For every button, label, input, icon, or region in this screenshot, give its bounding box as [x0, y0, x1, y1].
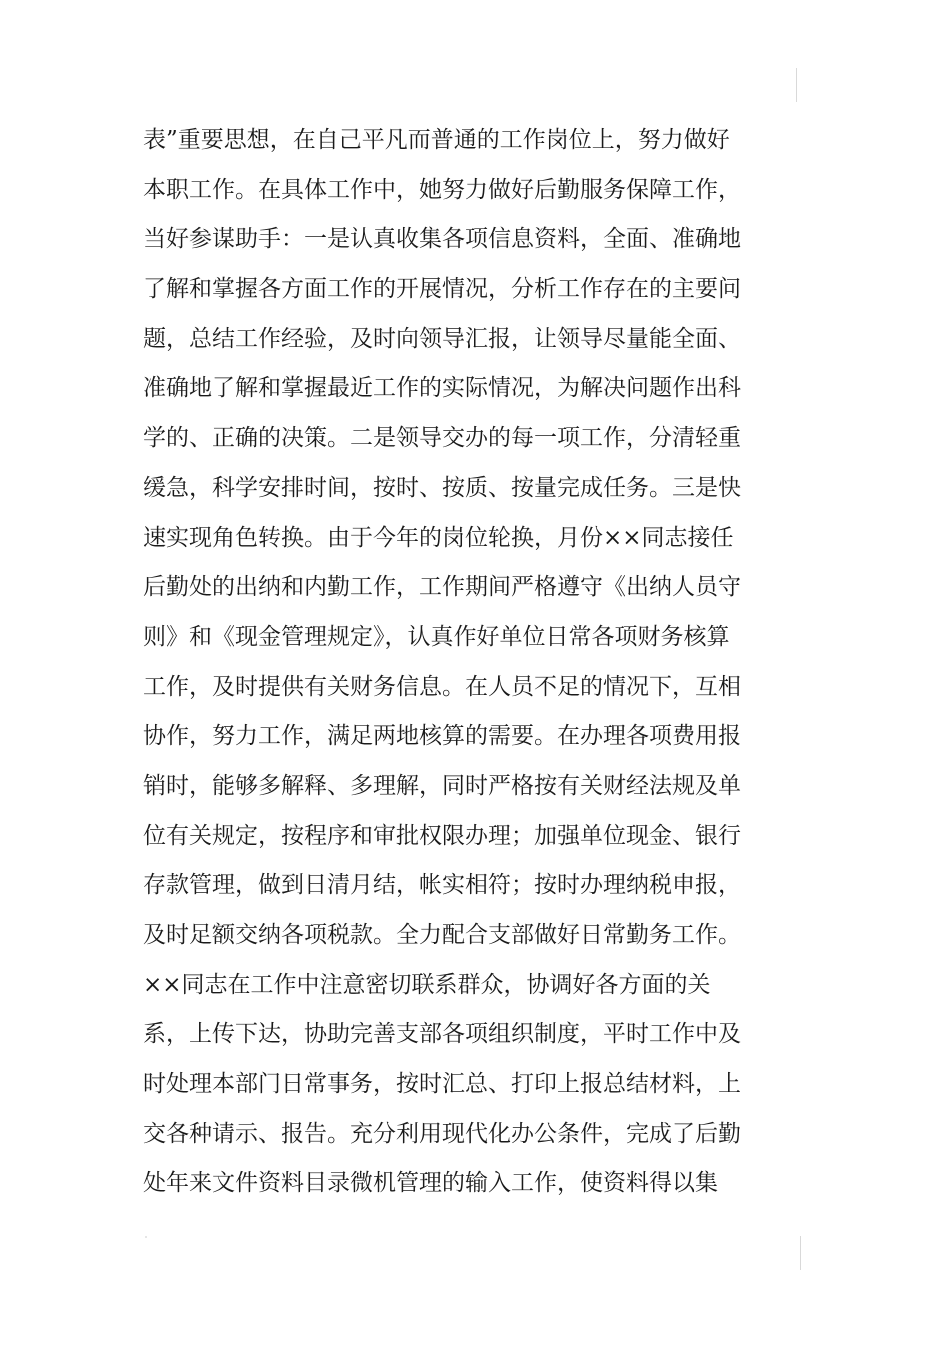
text-line: 工作，及时提供有关财务信息。在人员不足的情况下，互相	[143, 673, 741, 700]
text-line: 交各种请示、报告。充分利用现代化办公条件，完成了后勤	[143, 1120, 741, 1147]
page-edge-mark-bottom	[800, 1236, 801, 1270]
page-edge-mark-top	[796, 68, 797, 102]
text-line: 协作，努力工作，满足两地核算的需要。在办理各项费用报	[143, 723, 741, 750]
text-line: 题，总结工作经验，及时向领导汇报，让领导尽量能全面、	[143, 325, 741, 352]
body-paragraph	[143, 116, 743, 1209]
text-line: 时处理本部门日常事务，按时汇总、打印上报总结材料，上	[143, 1071, 741, 1098]
page-corner-mark	[145, 1236, 147, 1238]
text-line: 则》和《现金管理规定》，认真作好单位日常各项财务核算	[143, 623, 730, 650]
text-line: 位有关规定，按程序和审批权限办理；加强单位现金、银行	[143, 822, 741, 849]
text-line: 存款管理，做到日清月结，帐实相符；按时办理纳税申报，	[143, 872, 741, 899]
text-line: ××同志在工作中注意密切联系群众，协调好各方面的关	[143, 971, 711, 998]
text-line: 当好参谋助手：一是认真收集各项信息资料，全面、准确地	[143, 226, 741, 253]
text-line: 了解和掌握各方面工作的开展情况，分析工作存在的主要问	[143, 276, 741, 303]
text-line: 表”重要思想，在自己平凡而普通的工作岗位上，努力做好	[143, 127, 730, 153]
text-line: 后勤处的出纳和内勤工作，工作期间严格遵守《出纳人员守	[143, 574, 741, 601]
text-line: 本职工作。在具体工作中，她努力做好后勤服务保障工作，	[143, 176, 741, 203]
text-line: 速实现角色转换。由于今年的岗位轮换，月份××同志接任	[143, 524, 734, 551]
text-line: 系，上传下达，协助完善支部各项组织制度，平时工作中及	[143, 1021, 741, 1048]
text-line: 学的、正确的决策。二是领导交办的每一项工作，分清轻重	[143, 425, 741, 452]
text-line: 准确地了解和掌握最近工作的实际情况，为解决问题作出科	[143, 375, 741, 402]
text-line: 缓急，科学安排时间，按时、按质、按量完成任务。三是快	[143, 474, 741, 501]
text-line: 及时足额交纳各项税款。全力配合支部做好日常勤务工作。	[143, 922, 741, 948]
text-line: 处年来文件资料目录微机管理的输入工作，使资料得以集	[143, 1170, 718, 1197]
text-line: 销时，能够多解释、多理解，同时严格按有关财经法规及单	[143, 772, 741, 799]
